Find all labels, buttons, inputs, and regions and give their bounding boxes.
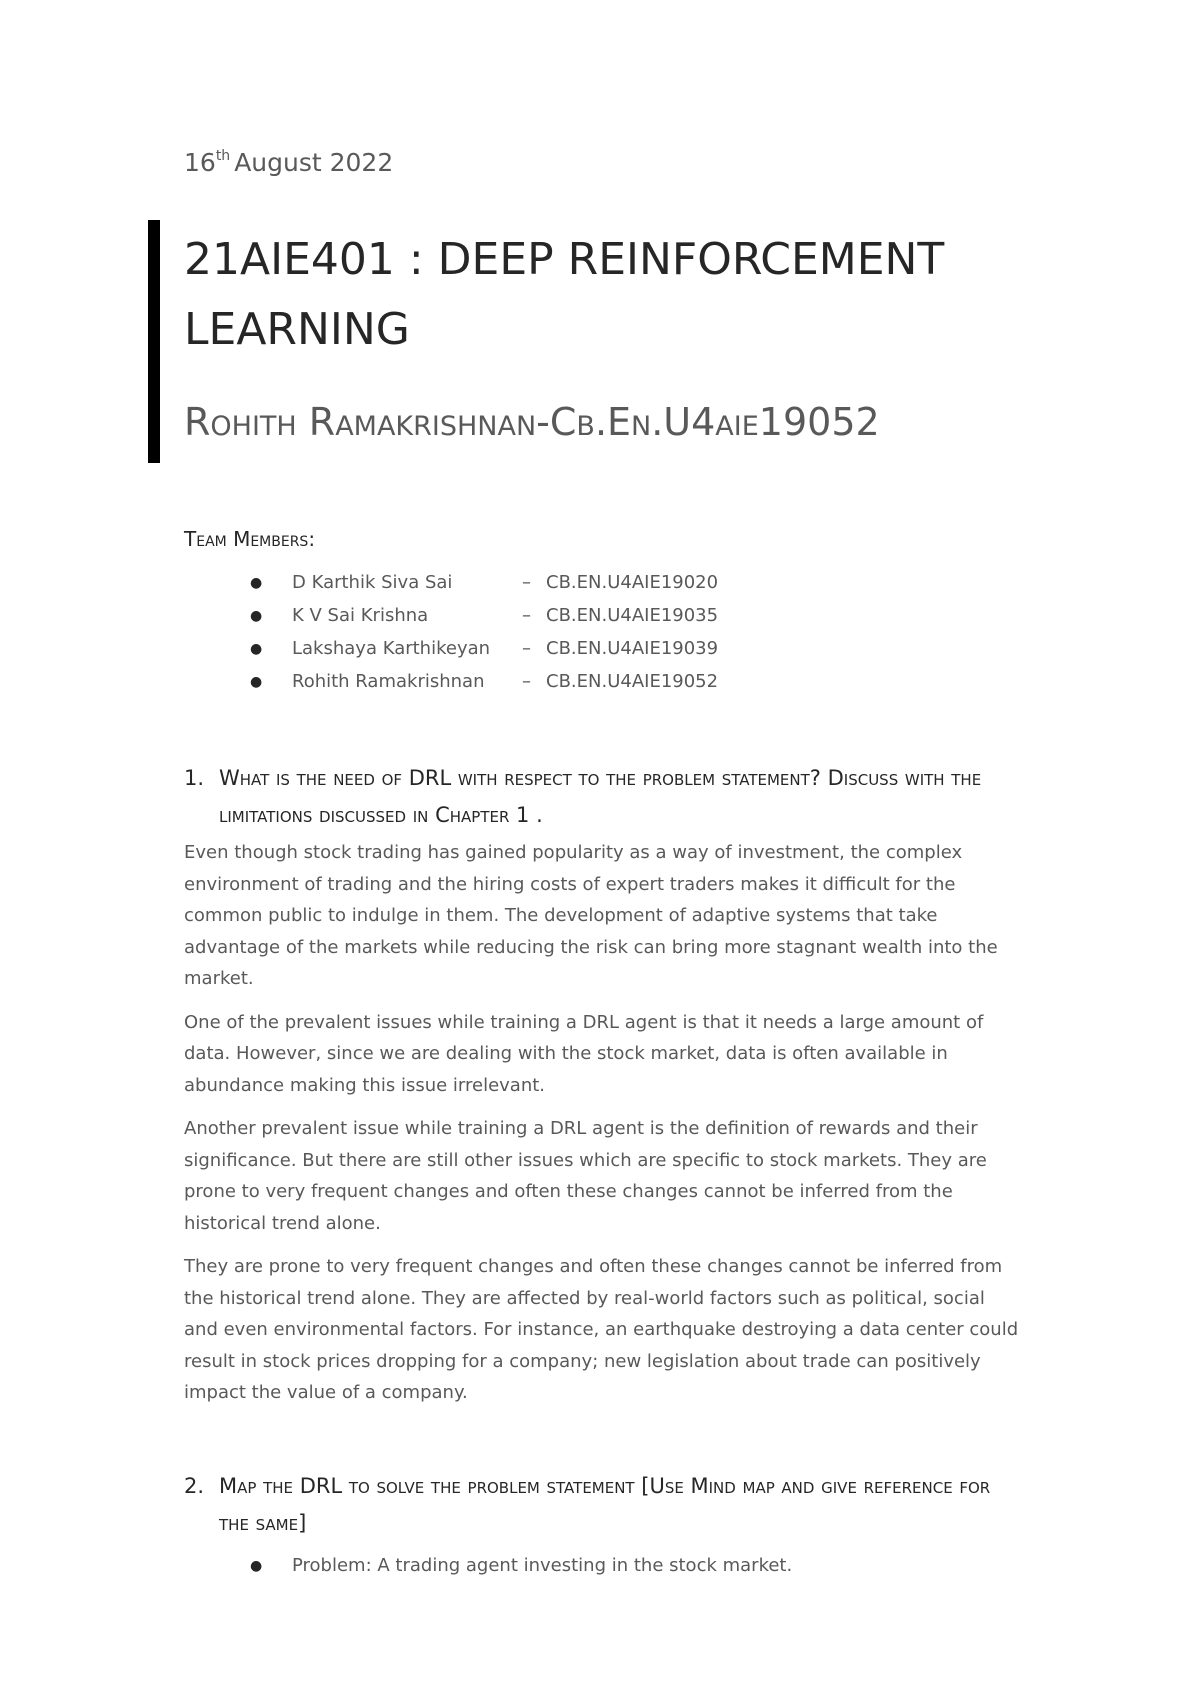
section-1-heading (184, 760, 1019, 834)
team-heading: Team Members: (184, 527, 316, 551)
bullet-icon: ● (250, 1557, 263, 1574)
member-roll-number: CB.EN.U4AIE19039 (546, 638, 719, 659)
member-name: K V Sai Krishna (292, 605, 429, 626)
section-heading-text: What is the need of DRL with respect to the problem statement? Discuss with the limitations discussed in Chapter 1 . (219, 766, 982, 827)
bullet-icon: ● (250, 673, 263, 690)
member-name: D Karthik Siva Sai (292, 572, 453, 593)
member-roll-number: CB.EN.U4AIE19035 (546, 605, 719, 626)
document-title: 21AIE401 : DEEP REINFORCEMENT LEARNING (184, 234, 945, 355)
section-2-heading (184, 1468, 1019, 1542)
section-1-body (184, 837, 1024, 1421)
body-paragraph: Even though stock trading has gained popularity as a way of investment, the complex environment of trading and the hiring costs of expert traders makes it difficult for the common public to indulge in them. The development of adaptive systems that take advantage of the markets while reducing the risk can bring more stagnant wealth into the market. (184, 842, 998, 989)
team-member-item (250, 566, 718, 599)
date-suffix: th (215, 148, 231, 164)
bullet-text: Problem: A trading agent investing in the stock market. (292, 1555, 793, 1576)
team-members-list (250, 566, 718, 698)
bullet-icon: ● (250, 574, 263, 591)
document-date (184, 148, 393, 177)
dash-separator: – (522, 671, 531, 692)
date-day: 16 (184, 148, 216, 177)
section-number: 1. (184, 766, 205, 790)
bullet-icon: ● (250, 640, 263, 657)
section-heading-text: Map the DRL to solve the problem statement [Use Mind map and give reference for the same] (219, 1474, 991, 1535)
list-item (250, 1549, 792, 1582)
team-member-item (250, 599, 718, 632)
member-name: Lakshaya Karthikeyan (292, 638, 491, 659)
date-month-year: August 2022 (234, 148, 394, 177)
dash-separator: – (522, 605, 531, 626)
member-roll-number: CB.EN.U4AIE19020 (546, 572, 719, 593)
member-roll-number: CB.EN.U4AIE19052 (546, 671, 719, 692)
section-2-bullet-list (250, 1549, 792, 1582)
team-member-item (250, 632, 718, 665)
body-paragraph: One of the prevalent issues while training a DRL agent is that it needs a large amount of data. However, since we are dealing with the stock market, data is often available in abundance making this issue irrelevant. (184, 1011, 984, 1096)
body-paragraph: Another prevalent issue while training a DRL agent is the definition of rewards and their significance. But there are still other issues which are specific to stock markets. They are prone to very frequent changes and often these changes cannot be inferred from the historical trend alone. (184, 1118, 987, 1234)
document-subtitle: Rohith Ramakrishnan-Cb.En.U4aie19052 (184, 400, 880, 444)
dash-separator: – (522, 638, 531, 659)
section-number: 2. (184, 1474, 205, 1498)
body-paragraph: They are prone to very frequent changes and often these changes cannot be inferred from the historical trend alone. They are affected by real-world factors such as political, social and even environmental factors. For instance, an earthquake destroying a data center could result in stock prices dropping for a company; new legislation about trade can positively impact the value of a company. (184, 1256, 1019, 1403)
title-accent-bar (148, 220, 160, 463)
team-member-item (250, 665, 718, 698)
bullet-icon: ● (250, 607, 263, 624)
dash-separator: – (522, 572, 531, 593)
member-name: Rohith Ramakrishnan (292, 671, 485, 692)
